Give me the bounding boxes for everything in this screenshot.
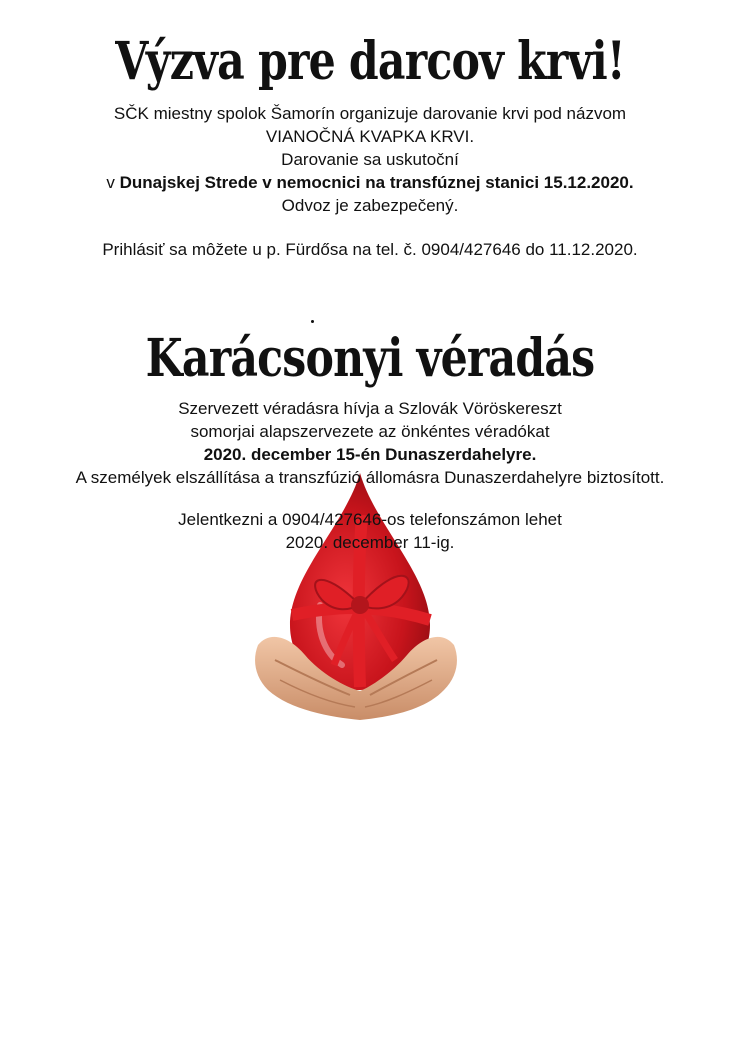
hungarian-line-2: somorjai alapszervezete az önkéntes véradókat <box>190 422 550 441</box>
separator-dot <box>311 320 314 323</box>
slovak-line-4-prefix: v <box>106 173 120 192</box>
slovak-contact-line: Prihlásiť sa môžete u p. Fürdősa na tel. č. 0904/427646 do 11.12.2020. <box>102 240 638 259</box>
slovak-line-1: SČK miestny spolok Šamorín organizuje darovanie krvi pod názvom <box>113 104 627 123</box>
slovak-title: Výzva pre darcov krvi! <box>115 31 625 92</box>
slovak-contact <box>0 238 740 261</box>
hungarian-contact-line-2: 2020. december 11-ig. <box>285 533 455 552</box>
hungarian-contact-line-1: Jelentkezni a 0904/427646-os telefonszámon lehet <box>178 510 562 529</box>
hungarian-date-location: 2020. december 15-én Dunaszerdahelyre. <box>203 445 537 464</box>
slovak-line-2: VIANOČNÁ KVAPKA KRVI. <box>265 127 475 146</box>
hungarian-contact <box>0 508 740 554</box>
hungarian-announcement <box>0 397 740 489</box>
slovak-line-4 <box>0 171 740 194</box>
slovak-location-date: Dunajskej Strede v nemocnici na transfúznej stanici 15.12.2020. <box>119 173 634 192</box>
hungarian-title: Karácsonyi véradás <box>145 328 595 389</box>
slovak-line-5: Odvoz je zabezpečený. <box>281 196 459 215</box>
hungarian-line-1: Szervezett véradásra hívja a Szlovák Vöröskereszt <box>178 399 562 418</box>
blood-drop-in-hands-icon <box>250 455 462 725</box>
slovak-line-3: Darovanie sa uskutoční <box>281 150 459 169</box>
slovak-announcement <box>0 102 740 217</box>
hungarian-line-4: A személyek elszállítása a transzfúzió állomásra Dunaszerdahelyre biztosított. <box>75 468 665 487</box>
